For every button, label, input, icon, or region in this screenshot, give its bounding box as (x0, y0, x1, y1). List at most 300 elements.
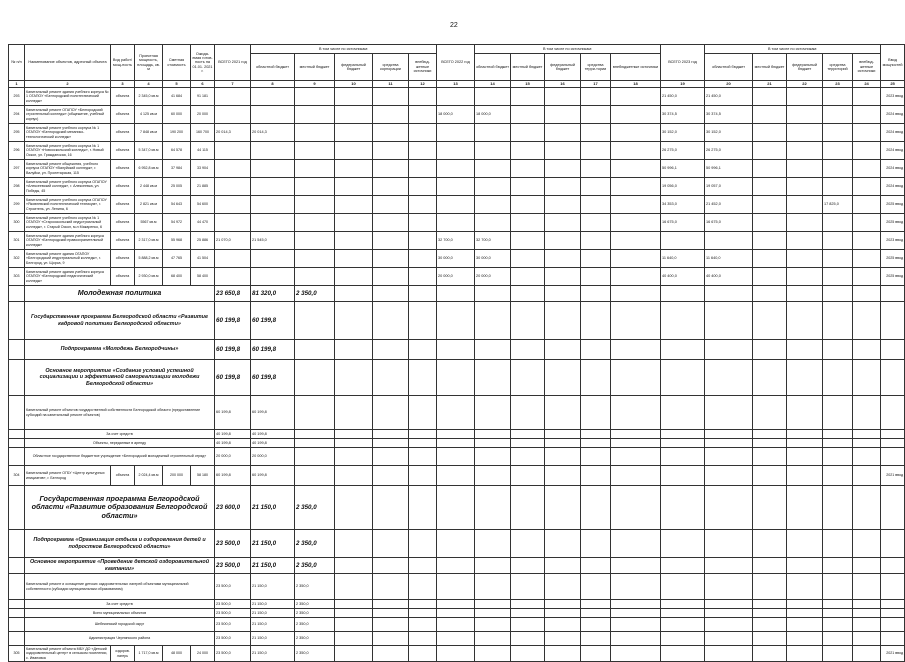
table-cell: 2 345,0 кв.м (135, 88, 163, 106)
table-cell (545, 232, 581, 250)
section-total: 60 199,8 (215, 360, 251, 396)
table-cell (705, 360, 753, 396)
table-cell: 19 057,0 (705, 178, 753, 196)
table-cell (823, 486, 853, 530)
table-cell (545, 439, 581, 448)
table-cell (581, 302, 611, 340)
table-cell (9, 286, 25, 302)
header-federal-2023: федеральный бюджет (787, 54, 823, 81)
table-cell: 21 450,0 (661, 88, 705, 106)
section-regional: 20 000,0 (251, 448, 295, 466)
input-year: 2025 ввод (881, 250, 905, 268)
table-cell (9, 430, 25, 439)
table-cell: объекта (111, 232, 135, 250)
table-cell (215, 214, 251, 232)
table-cell (661, 448, 705, 466)
header-no: № п/п (9, 45, 25, 81)
table-row (9, 142, 905, 160)
table-cell (881, 286, 905, 302)
column-number: 12 (409, 81, 437, 88)
table-cell (295, 106, 335, 124)
table-cell: 47 765 (163, 250, 191, 268)
table-cell (215, 142, 251, 160)
table-cell (705, 302, 753, 340)
section-regional: 21 150,0 (251, 632, 295, 646)
table-cell: 1 717,0 кв.м (135, 646, 163, 662)
table-cell (511, 486, 545, 530)
table-cell (581, 632, 611, 646)
section-total: 23 500,0 (215, 574, 251, 600)
column-number: 16 (545, 81, 581, 88)
table-cell (787, 618, 823, 632)
table-cell (511, 439, 545, 448)
table-cell: объекта (111, 466, 135, 486)
row-number: 296 (9, 142, 25, 160)
table-cell (373, 466, 409, 486)
table-cell (373, 142, 409, 160)
table-cell (787, 609, 823, 618)
table-cell (823, 286, 853, 302)
table-cell (335, 600, 373, 609)
table-cell (475, 486, 511, 530)
table-cell: 2 350,0 (295, 646, 335, 662)
table-cell (823, 340, 853, 360)
column-number: 5 (163, 81, 191, 88)
table-cell (437, 214, 475, 232)
object-name: Капитальный ремонт здания ОГАПОУ «Белгородский индустриальный колледж», г. Белгород, ул. Щорса, 9 (25, 250, 111, 268)
table-cell (9, 600, 25, 609)
header-sources-2022: В том числе по источникам: (475, 45, 661, 54)
table-cell (661, 530, 705, 558)
table-cell (787, 106, 823, 124)
table-cell (881, 302, 905, 340)
table-cell: 21 450,0 (705, 88, 753, 106)
header-name: Наименование объектов, адресный объекта (25, 45, 111, 81)
section-title: Объекты, переданные в аренду (25, 439, 215, 448)
table-cell (251, 268, 295, 286)
table-cell (335, 250, 373, 268)
table-cell: 54 972 (163, 214, 191, 232)
section-regional: 60 199,8 (251, 396, 295, 430)
table-cell (437, 439, 475, 448)
table-cell (853, 618, 881, 632)
table-cell (753, 196, 787, 214)
table-cell (335, 124, 373, 142)
table-cell: 30 374,5 (705, 106, 753, 124)
table-cell (9, 618, 25, 632)
section-local: 2 350,0 (295, 600, 335, 609)
table-cell (409, 574, 437, 600)
table-cell (511, 124, 545, 142)
table-cell (9, 448, 25, 466)
section-title: Шебекинский городской округ (25, 618, 215, 632)
section-regional: 21 150,0 (251, 618, 295, 632)
row-number: 293 (9, 88, 25, 106)
table-cell (545, 160, 581, 178)
table-cell: оздоров. лагерь (111, 646, 135, 662)
header-capacity: Проектная мощность, площадь, кв. м (135, 45, 163, 81)
table-cell (581, 142, 611, 160)
table-cell (511, 160, 545, 178)
column-number: 7 (215, 81, 251, 88)
table-cell (581, 88, 611, 106)
table-cell (661, 558, 705, 574)
table-cell: 2 821 кв.м (135, 196, 163, 214)
table-cell (9, 486, 25, 530)
header-total-2023: ВСЕГО 2023 год (661, 45, 705, 81)
table-cell (753, 618, 787, 632)
table-cell (853, 574, 881, 600)
row-number: 298 (9, 178, 25, 196)
table-cell: 54 643 (163, 196, 191, 214)
table-cell (787, 530, 823, 558)
table-cell: 16 675,0 (661, 214, 705, 232)
table-cell (373, 618, 409, 632)
table-cell (545, 632, 581, 646)
header-total-2021: ВСЕГО 2021 год (215, 45, 251, 81)
table-cell (705, 396, 753, 430)
table-cell (511, 232, 545, 250)
table-cell (581, 530, 611, 558)
table-cell (611, 286, 661, 302)
section-title: Капитальный ремонт объектов государственной собственности Белгородской области (предоставление субсидий на капитальный ремонт объектов) (25, 396, 215, 430)
table-cell (437, 142, 475, 160)
table-cell (251, 178, 295, 196)
table-cell (335, 646, 373, 662)
table-cell (215, 250, 251, 268)
table-cell: 2 930,0 кв.м (135, 268, 163, 286)
column-number: 20 (705, 81, 753, 88)
table-cell (511, 302, 545, 340)
table-cell: 20 014,3 (215, 124, 251, 142)
table-cell (853, 232, 881, 250)
table-cell: 5 888,2 кв.м (135, 250, 163, 268)
table-cell (373, 214, 409, 232)
table-cell (611, 530, 661, 558)
table-cell (373, 160, 409, 178)
table-cell (335, 232, 373, 250)
column-number: 2 (25, 81, 111, 88)
table-row (9, 232, 905, 250)
table-cell (787, 448, 823, 466)
table-cell: 58 400 (191, 268, 215, 286)
table-cell (295, 142, 335, 160)
table-cell (409, 340, 437, 360)
table-cell (475, 302, 511, 340)
table-cell: 30 000,0 (437, 250, 475, 268)
table-cell (545, 448, 581, 466)
row-number: 299 (9, 196, 25, 214)
table-cell (787, 196, 823, 214)
table-cell (853, 632, 881, 646)
table-cell (545, 340, 581, 360)
object-name: Капитальный ремонт учебного корпуса № 1 ОГАПОУ «Новооскольский колледж», г. Новый Оскол, ул. Гражданская, 16 (25, 142, 111, 160)
table-row (9, 250, 905, 268)
table-cell (511, 600, 545, 609)
table-cell (881, 439, 905, 448)
table-cell: 60 199,8 (251, 466, 295, 486)
table-cell (881, 486, 905, 530)
table-cell (611, 360, 661, 396)
table-cell (373, 268, 409, 286)
section-total: 23 500,0 (215, 618, 251, 632)
table-cell (373, 196, 409, 214)
table-cell (373, 232, 409, 250)
header-input: Ввод мощностей (881, 45, 905, 81)
table-cell: объекта (111, 88, 135, 106)
table-cell (611, 268, 661, 286)
table-cell (581, 286, 611, 302)
summary-row (9, 286, 905, 302)
table-body (9, 88, 905, 662)
summary-row (9, 430, 905, 439)
header-federal-2021: федеральный бюджет (335, 54, 373, 81)
table-cell (787, 340, 823, 360)
table-cell (823, 600, 853, 609)
table-cell (215, 88, 251, 106)
table-cell (611, 486, 661, 530)
table-cell (787, 268, 823, 286)
table-cell (437, 486, 475, 530)
table-cell (335, 574, 373, 600)
table-row (9, 196, 905, 214)
section-local: 2 350,0 (295, 609, 335, 618)
table-cell: 23 500,0 (215, 646, 251, 662)
table-cell (437, 632, 475, 646)
table-cell (853, 430, 881, 439)
table-cell (409, 88, 437, 106)
section-title: Капитальный ремонт и оснащение детских оздоровительных лагерей объектами муниципальной собственности (субсидии муниципальным образованиям) (25, 574, 215, 600)
table-cell (753, 600, 787, 609)
summary-row (9, 632, 905, 646)
table-cell: объекта (111, 160, 135, 178)
table-cell: 11 640,0 (705, 250, 753, 268)
table-cell (437, 646, 475, 662)
row-number: 294 (9, 106, 25, 124)
table-cell (853, 124, 881, 142)
table-cell: 44 470 (191, 214, 215, 232)
column-number: 3 (111, 81, 135, 88)
table-cell: объекта (111, 196, 135, 214)
column-number-row (9, 81, 905, 88)
table-cell (511, 286, 545, 302)
table-cell (409, 600, 437, 609)
table-cell: 30 000,0 (475, 250, 511, 268)
table-cell: 37 984 (163, 160, 191, 178)
table-cell (611, 574, 661, 600)
table-cell (787, 232, 823, 250)
table-cell (705, 530, 753, 558)
table-cell: 25 005 (163, 178, 191, 196)
table-cell: 5 347,0 кв.м (135, 142, 163, 160)
table-cell (611, 439, 661, 448)
table-cell (581, 160, 611, 178)
table-cell: объекта (111, 214, 135, 232)
table-cell (9, 632, 25, 646)
table-cell (251, 142, 295, 160)
header-regional-2021: областной бюджет (251, 54, 295, 81)
table-cell (511, 88, 545, 106)
table-cell (9, 574, 25, 600)
table-cell (409, 178, 437, 196)
table-cell: 40 400,0 (661, 268, 705, 286)
input-year: 2025 ввод (881, 196, 905, 214)
table-cell (581, 232, 611, 250)
section-title: Подпрограмма «Молодежь Белгородчины» (25, 340, 215, 360)
table-cell: 41 504 (191, 250, 215, 268)
table-cell: объекта (111, 178, 135, 196)
table-cell (335, 160, 373, 178)
table-cell (9, 340, 25, 360)
column-number: 14 (475, 81, 511, 88)
table-cell (853, 142, 881, 160)
table-cell (705, 558, 753, 574)
section-local: 2 350,0 (295, 574, 335, 600)
table-cell (581, 618, 611, 632)
row-number: 305 (9, 646, 25, 662)
table-cell (545, 618, 581, 632)
section-total: 20 000,0 (215, 448, 251, 466)
table-cell (511, 250, 545, 268)
table-cell (705, 486, 753, 530)
table-cell (581, 268, 611, 286)
section-total: 23 650,8 (215, 286, 251, 302)
table-cell (409, 106, 437, 124)
table-cell (373, 106, 409, 124)
table-cell (823, 232, 853, 250)
table-cell (581, 646, 611, 662)
table-cell (373, 302, 409, 340)
section-local: 2 350,0 (295, 486, 335, 530)
table-cell (9, 439, 25, 448)
table-cell (409, 466, 437, 486)
table-cell (753, 232, 787, 250)
table-cell: 20 000 (191, 106, 215, 124)
table-cell (753, 609, 787, 618)
table-cell (335, 88, 373, 106)
table-cell (611, 214, 661, 232)
table-cell (611, 340, 661, 360)
table-cell: 16 675,0 (705, 214, 753, 232)
header-free-2022: внебюджетные источники (611, 54, 661, 81)
header-terr-2023: средства территорий (823, 54, 853, 81)
table-cell (753, 250, 787, 268)
table-cell (823, 618, 853, 632)
section-local: 2 350,0 (295, 558, 335, 574)
investment-table (8, 44, 905, 662)
table-cell (545, 574, 581, 600)
table-cell (251, 106, 295, 124)
table-cell (335, 142, 373, 160)
table-cell (9, 396, 25, 430)
table-cell (853, 448, 881, 466)
section-total: 60 199,8 (215, 340, 251, 360)
table-cell (409, 286, 437, 302)
table-cell (545, 609, 581, 618)
table-cell (373, 178, 409, 196)
table-cell (611, 88, 661, 106)
section-total: 23 600,0 (215, 486, 251, 530)
table-cell (437, 609, 475, 618)
table-cell (335, 302, 373, 340)
table-cell (823, 558, 853, 574)
object-name: Капитальный ремонт ОГБУ «Центр культурных инициатив», г. Белгород (25, 466, 111, 486)
table-cell (787, 439, 823, 448)
table-cell (9, 530, 25, 558)
table-cell: 25 886 (191, 232, 215, 250)
table-cell (437, 286, 475, 302)
header-terr-2022: средства терри-тории (581, 54, 611, 81)
table-cell (753, 632, 787, 646)
table-cell (581, 448, 611, 466)
table-cell (823, 268, 853, 286)
table-cell (661, 632, 705, 646)
table-cell (853, 302, 881, 340)
table-row (9, 646, 905, 662)
column-number: 4 (135, 81, 163, 88)
table-cell (511, 646, 545, 662)
table-cell (753, 396, 787, 430)
table-cell (853, 160, 881, 178)
table-cell (753, 558, 787, 574)
table-cell (511, 632, 545, 646)
table-cell: 5567 кв.м (135, 214, 163, 232)
section-total: 60 199,8 (215, 396, 251, 430)
header-sources-2023: В том числе по источникам: (705, 45, 881, 54)
table-cell (373, 486, 409, 530)
table-cell: 30 152,0 (705, 124, 753, 142)
table-cell (581, 600, 611, 609)
table-cell (511, 340, 545, 360)
table-cell (787, 160, 823, 178)
table-cell (511, 106, 545, 124)
table-cell (511, 214, 545, 232)
summary-row (9, 448, 905, 466)
table-cell (705, 430, 753, 439)
table-cell (511, 360, 545, 396)
table-cell (409, 232, 437, 250)
object-name: Капитальный ремонт общежития, учебного корпуса ОГАПОУ «Валуйский колледж», г. Валуйки, ул. Пролетарская, 115 (25, 160, 111, 178)
table-cell (437, 178, 475, 196)
header-federal-2022: федеральный бюджет (545, 54, 581, 81)
table-cell: 7 848 кв.м (135, 124, 163, 142)
table-cell (511, 142, 545, 160)
section-title: Областное государственное бюджетное учреждение «Белгородский молодежный строительный отряд» (25, 448, 215, 466)
table-cell (581, 214, 611, 232)
table-cell (475, 142, 511, 160)
table-cell (475, 466, 511, 486)
section-total: 40 199,8 (215, 439, 251, 448)
table-cell (511, 618, 545, 632)
column-number: 24 (853, 81, 881, 88)
table-cell (475, 196, 511, 214)
table-cell: 11 640,0 (661, 250, 705, 268)
table-cell (475, 214, 511, 232)
table-cell (511, 396, 545, 430)
summary-row (9, 360, 905, 396)
table-cell (545, 142, 581, 160)
table-cell: 190 200 (163, 124, 191, 142)
table-cell (853, 268, 881, 286)
object-name: Капитальный ремонт учебного корпуса ОГАПОУ «Алексеевский колледж», г. Алексеевка, ул. Победы, 45 (25, 178, 111, 196)
table-cell (611, 124, 661, 142)
table-cell (753, 214, 787, 232)
table-cell: 2 448 кв.м (135, 178, 163, 196)
table-cell: 30 152,0 (661, 124, 705, 142)
table-cell (823, 632, 853, 646)
table-cell (787, 466, 823, 486)
input-year: 2021 ввод (881, 466, 905, 486)
